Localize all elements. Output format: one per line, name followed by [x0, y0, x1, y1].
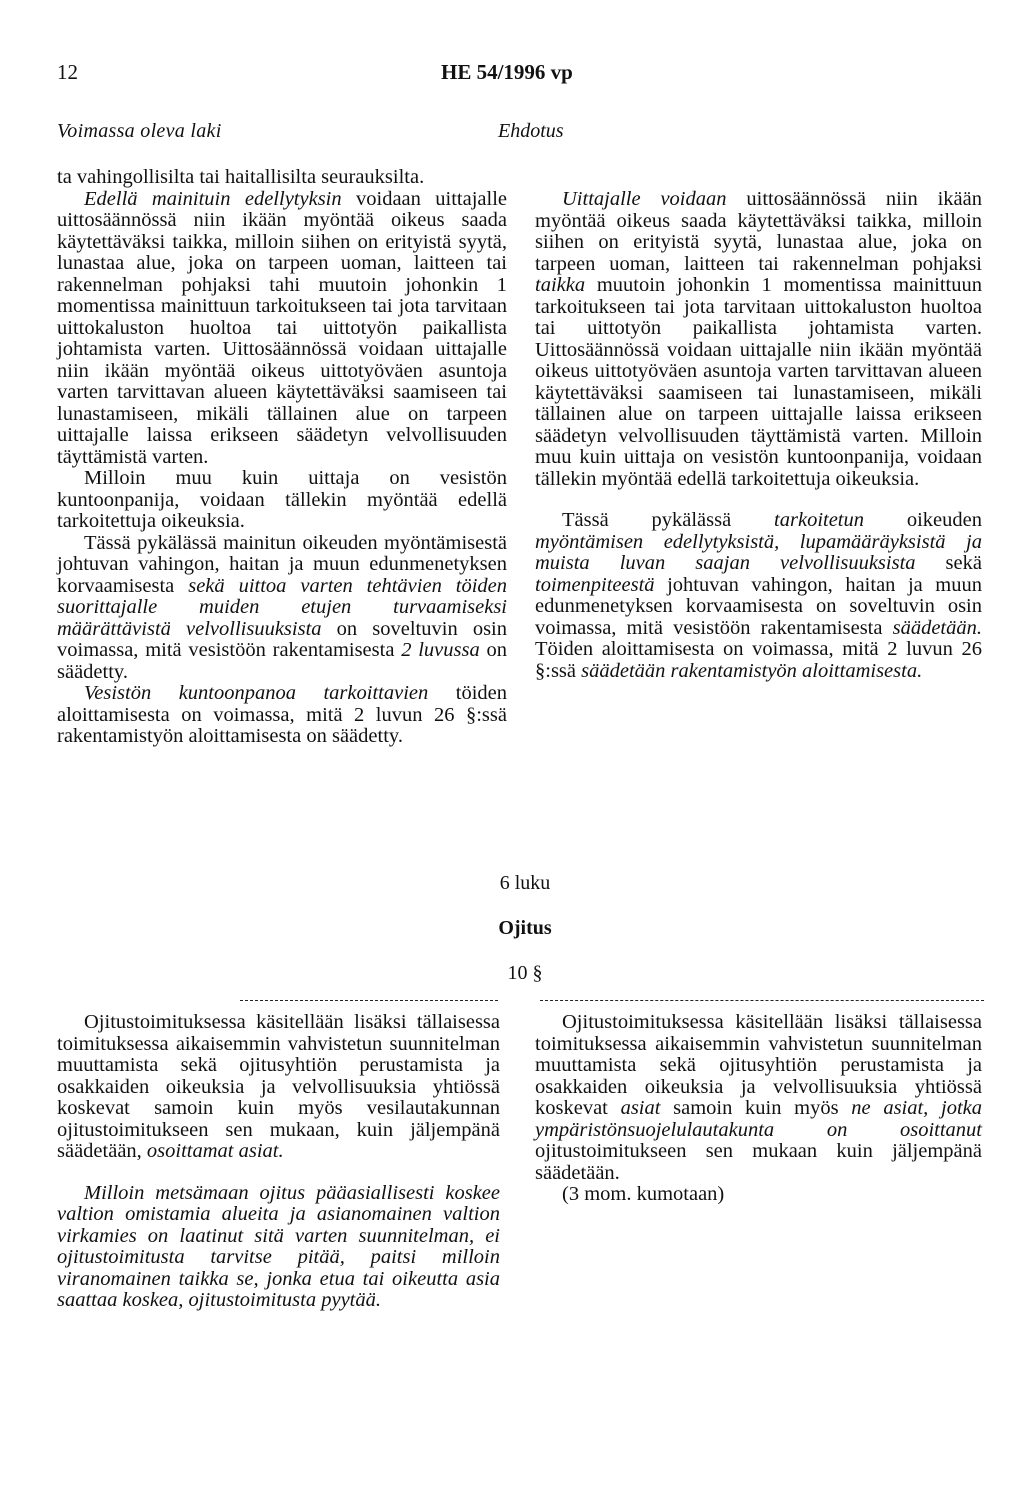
paragraph: Edellä mainituin edellytyksin voidaan uittajalle uittosäännössä niin ikään myöntää oikeus saada käytettäväksi taikka, milloin siihen on erityistä syytä, lunastaa alue, joka on tarpeen uoman, laitteen tai rakennelman pohjaksi tahi muutoin johonkin 1 momentissa mainittuun tarkoitukseen tai jota tarvitaan uittokaluston huoltoa tai uittotyön paikallista johtamista varten. Uittosäännössä voidaan uittajalle niin ikään myöntää oikeus uittotyöväen asuntoja varten tarvittavan alueen käytettäväksi saamiseen tai lunastamiseen, mikäli tällainen alue on tarpeen uittajalle laissa erikseen säädetyn velvollisuuden täyttämistä varten.	[57, 187, 507, 468]
proposal-ojitus-text	[535, 1012, 982, 1206]
chapter-title: Ojitus	[498, 917, 552, 939]
paragraph: Vesistön kuntoonpanoa tarkoittavien töiden aloittamisesta on voimassa, mitä 2 luvun 26 §:ssä rakentamistyön aloittamisesta on säädetty.	[57, 682, 507, 747]
paragraph: Tässä pykälässä mainitun oikeuden myöntämisestä johtuvan vahingon, haitan ja muun edunmenetyksen korvaamisesta sekä uittoa varten tehtävien töiden suorittajalle muiden etujen turvaamiseksi määrättävistä velvollisuuksista on soveltuvin osin voimassa, mitä vesistöön rakentamisesta 2 luvussa on säädetty.	[57, 531, 508, 683]
column-title-current-law: Voimassa oleva laki	[57, 120, 222, 142]
section-number: 10 §	[507, 962, 543, 984]
column-title-proposal: Ehdotus	[498, 120, 564, 142]
omitted-text-divider-right	[540, 1000, 984, 1001]
paragraph: Ojitustoimituksessa käsitellään lisäksi tällaisessa toimituksessa aikaisemmin vahvistetun suunnitelman muuttamista sekä ojitusyhtiön perustamista ja osakkaiden oikeuksia ja velvollisuuksia yhtiössä koskevat asiat samoin kuin myös ne asiat, jotka ympäristönsuojelulautakunta on osoittanut ojitustoimitukseen sen mukaan kuin jäljempänä säädetään.	[535, 1011, 982, 1184]
paragraph: Milloin muu kuin uittaja on vesistön kuntoonpanija, voidaan tällekin myöntää edellä tarkoitettuja oikeuksia.	[57, 467, 507, 532]
omitted-text-divider-left	[240, 1000, 498, 1001]
document-code: HE 54/1996 vp	[441, 60, 573, 84]
paragraph: Tässä pykälässä tarkoitetun oikeuden myöntämisen edellytyksistä, lupamääräyksistä ja muista luvan saajan velvollisuuksista sekä toimenpiteestä johtuvan vahingon, haitan ja muun edunmenetyksen korvaamisesta on soveltuvin osin voimassa, mitä vesistöön rakentamisesta säädetään. Töiden aloittamisesta on voimassa, mitä 2 luvun 26 §:ssä säädetään rakentamistyön aloittamisesta.	[535, 509, 982, 682]
paragraph: Milloin metsämaan ojitus pääasiallisesti koskee valtion omistamia alueita ja asianomainen valtion virkamies on laatinut sitä varten suunnitelman, ei ojitustoimitusta tarvitse pitää, paitsi milloin viranomainen taikka se, jonka etua tai oikeutta asia saattaa koskea, ojitustoimitusta pyytää.	[57, 1181, 500, 1311]
current-law-section-text	[57, 167, 507, 748]
paragraph: Ojitustoimituksessa käsitellään lisäksi tällaisessa toimituksessa aikaisemmin vahvistetun suunnitelman muuttamista sekä ojitusyhtiön perustamista ja osakkaiden oikeuksia ja velvollisuuksia yhtiössä koskevat samoin kuin myös vesilautakunnan ojitustoimitukseen sen mukaan, kuin jäljempänä säädetään, osoittamat asiat.	[57, 1011, 500, 1162]
paragraph: (3 mom. kumotaan)	[562, 1183, 725, 1205]
paragraph: ta vahingollisilta tai haitallisilta seurauksilta.	[57, 166, 425, 188]
paragraph-gap	[57, 1163, 500, 1183]
paragraph-gap	[535, 490, 982, 510]
proposal-section-text	[535, 189, 982, 682]
paragraph: Uittajalle voidaan uittosäännössä niin ikään myöntää oikeus saada käytettäväksi taikka, milloin siihen on erityistä syytä, lunastaa alue, joka on tarpeen uoman, laitteen tai rakennelman pohjaksi taikka muutoin johonkin 1 momentissa mainittuun tarkoitukseen tai jota tarvitaan uittokaluston huoltoa tai uittotyön paikallista johtamista varten. Uittosäännössä voidaan uittajalle niin ikään myöntää oikeus uittotyöväen asuntoja varten tarvittavan alueen käytettäväksi saamiseen tai lunastamiseen, mikäli tällainen alue on tarpeen uittajalle laissa erikseen säädetyn velvollisuuden täyttämistä varten. Milloin muu kuin uittaja on vesistön kuntoonpanija, voidaan tällekin myöntää edellä tarkoitettuja oikeuksia.	[535, 188, 982, 490]
page-number: 12	[57, 60, 78, 84]
chapter-number: 6 luku	[499, 872, 551, 894]
current-law-ojitus-text	[57, 1012, 500, 1312]
